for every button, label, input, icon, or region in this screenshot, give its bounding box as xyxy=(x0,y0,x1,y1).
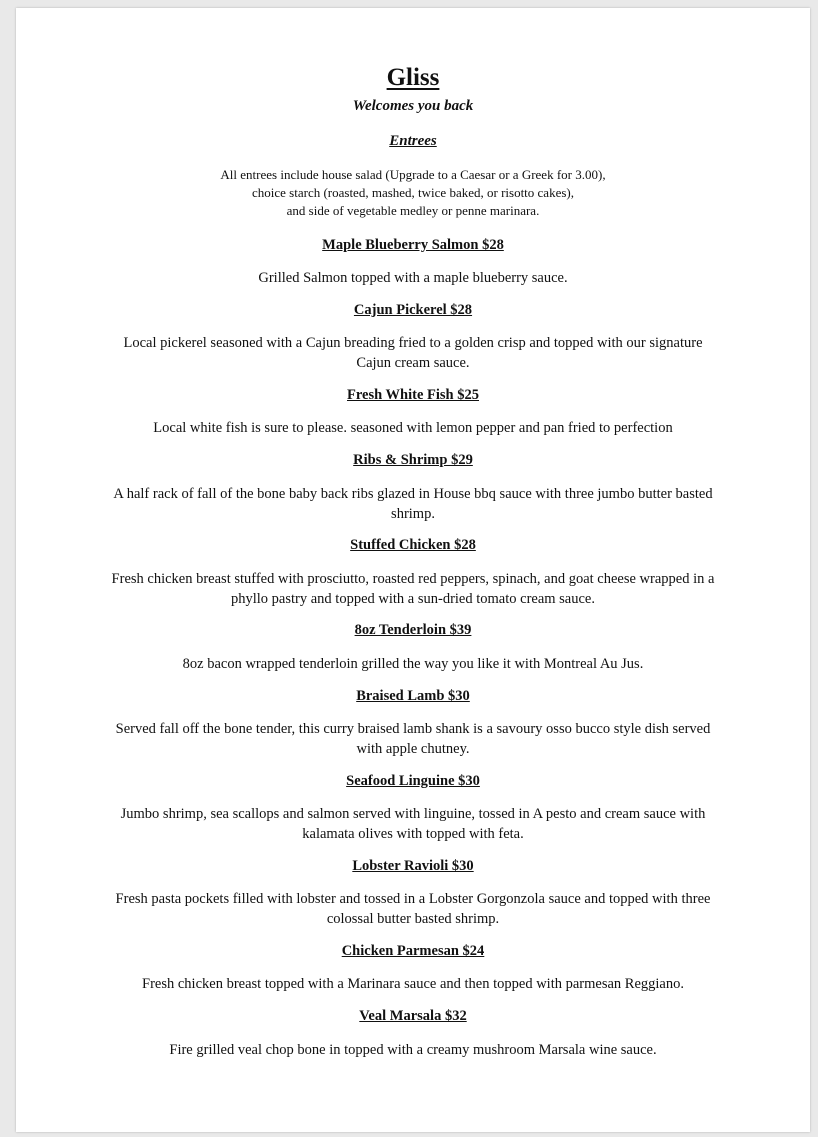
menu-item-name: Stuffed Chicken $28 xyxy=(350,537,476,553)
entrees-intro xyxy=(16,166,810,220)
menu-item-name: 8oz Tenderloin $39 xyxy=(354,622,472,638)
intro-line: All entrees include house salad (Upgrade to a Caesar or a Greek for 3.00), xyxy=(220,167,606,182)
menu-item-name: Seafood Linguine $30 xyxy=(346,773,480,789)
menu-item-description: Fresh chicken breast stuffed with prosciutto, roasted red peppers, spinach, and goat cheese wrapped in a phyllo pastry and topped with a sun-dried tomato cream sauce. xyxy=(111,571,715,607)
restaurant-title: Gliss xyxy=(386,64,440,91)
menu-item-description: Fresh pasta pockets filled with lobster and tossed in a Lobster Gorgonzola sauce and topped with three colossal butter basted shrimp. xyxy=(115,891,711,927)
intro-line: choice starch (roasted, mashed, twice baked, or risotto cakes), xyxy=(252,185,574,200)
menu-item-name: Fresh White Fish $25 xyxy=(347,387,479,403)
menu-item-name: Cajun Pickerel $28 xyxy=(353,302,473,318)
section-heading-entrees: Entrees xyxy=(389,133,437,149)
menu-item-description: A half rack of fall of the bone baby back ribs glazed in House bbq sauce with three jumbo butter basted shrimp. xyxy=(113,486,713,522)
menu-item-description: Grilled Salmon topped with a maple blueberry sauce. xyxy=(258,270,568,286)
menu-page xyxy=(16,8,810,1132)
menu-item-name: Lobster Ravioli $30 xyxy=(352,858,474,874)
menu-item-description: Local white fish is sure to please. seasoned with lemon pepper and pan fried to perfection xyxy=(153,420,673,436)
menu-item-description: Fresh chicken breast topped with a Marinara sauce and then topped with parmesan Reggiano. xyxy=(142,976,684,992)
menu-item-name: Ribs & Shrimp $29 xyxy=(353,452,473,468)
menu-item-description: 8oz bacon wrapped tenderloin grilled the way you like it with Montreal Au Jus. xyxy=(182,656,644,672)
menu-item-name: Chicken Parmesan $24 xyxy=(341,943,485,959)
menu-item-name: Braised Lamb $30 xyxy=(356,688,470,704)
welcome-subtitle: Welcomes you back xyxy=(352,98,474,114)
intro-line: and side of vegetable medley or penne marinara. xyxy=(286,203,540,218)
menu-item-description: Local pickerel seasoned with a Cajun breading fried to a golden crisp and topped with our signature Cajun cream sauce. xyxy=(123,335,703,371)
menu-item-name: Veal Marsala $32 xyxy=(359,1008,467,1024)
menu-item-description: Fire grilled veal chop bone in topped with a creamy mushroom Marsala wine sauce. xyxy=(169,1042,657,1058)
menu-item-description: Jumbo shrimp, sea scallops and salmon served with linguine, tossed in A pesto and cream sauce with kalamata olives with topped with feta. xyxy=(120,806,706,842)
menu-item-name: Maple Blueberry Salmon $28 xyxy=(322,237,504,253)
menu-item-description: Served fall off the bone tender, this curry braised lamb shank is a savoury osso bucco style dish served with apple chutney. xyxy=(115,721,711,757)
